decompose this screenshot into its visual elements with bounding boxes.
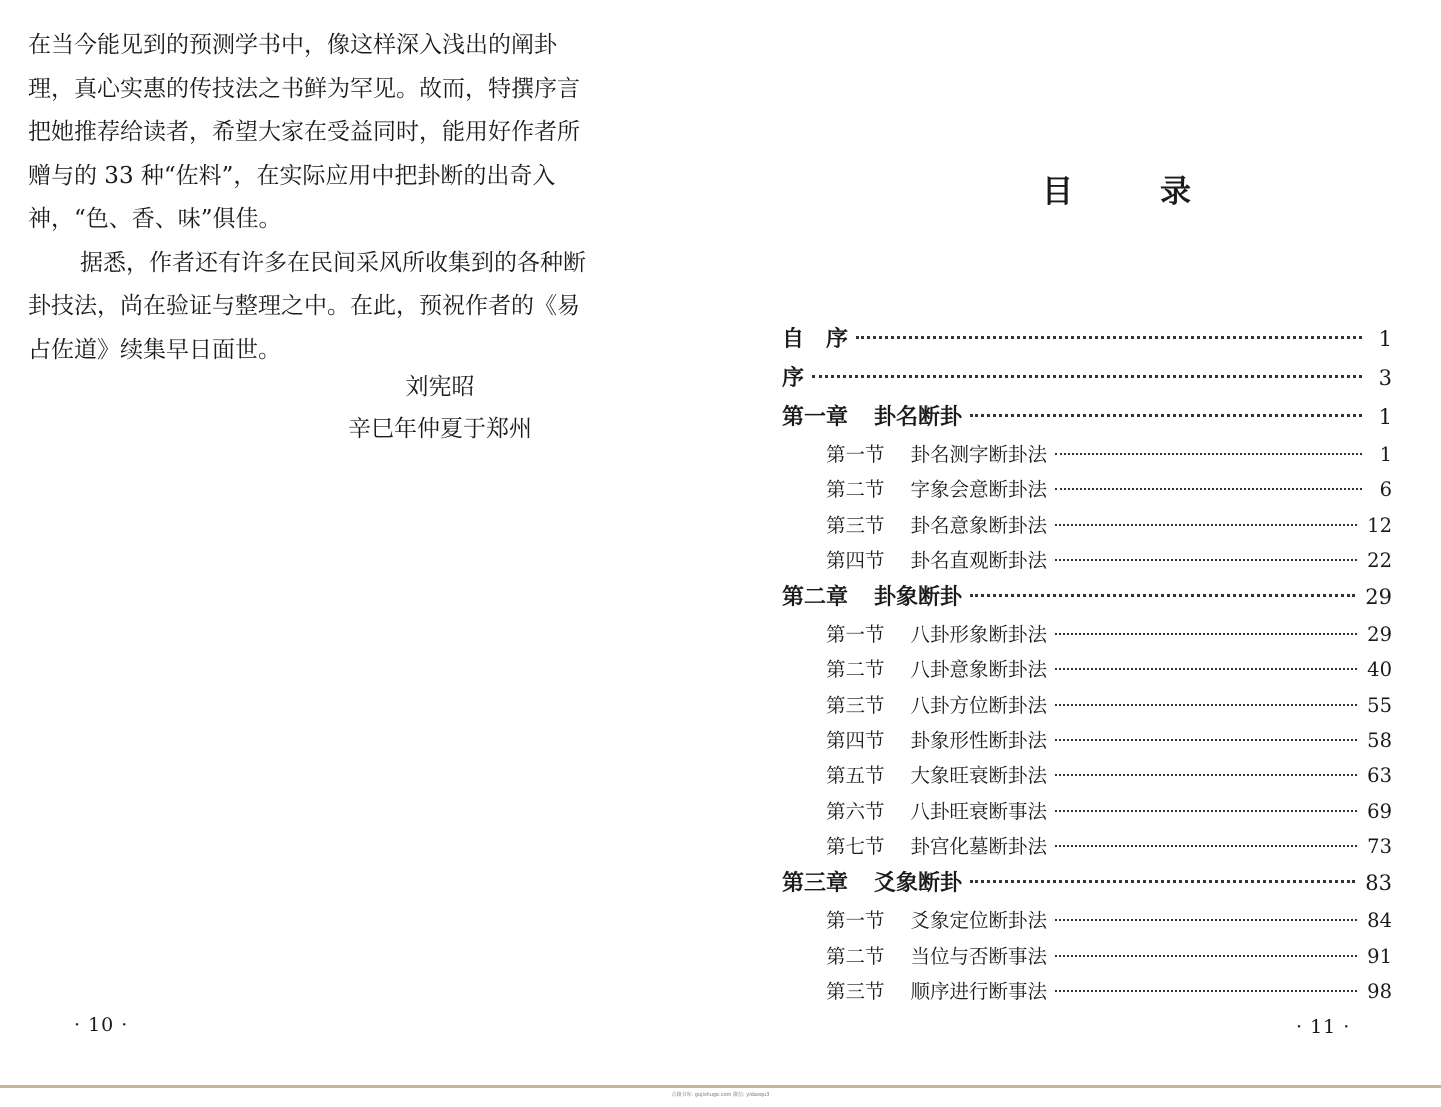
footer-note: 古籍书库: gujishuge.com 微信: yidaoqu3 <box>671 1092 770 1098</box>
toc-chapter-entry <box>782 400 1392 439</box>
preface-text <box>28 24 648 372</box>
toc-entry-title: 八卦方位断卦法 <box>910 693 1048 717</box>
toc-entry-number: 自 序 <box>782 327 849 352</box>
toc-dot-leader <box>970 414 1362 417</box>
toc-entry-label <box>782 361 804 392</box>
toc-section-entry <box>782 690 1392 725</box>
toc-section-entry <box>782 545 1392 580</box>
toc-entry-label <box>782 400 962 431</box>
text-line: 把她推荐给读者，希望大家在受益同时，能用好作者所 <box>28 119 580 145</box>
toc-entry-label <box>826 510 1047 538</box>
toc-entry-number: 第一节 <box>826 623 885 647</box>
toc-section-entry <box>782 760 1392 795</box>
toc-dot-leader <box>1055 668 1357 670</box>
toc-entry-title: 爻象断卦 <box>874 871 963 897</box>
toc-entry-page: 6 <box>1379 478 1392 502</box>
toc-dot-leader <box>970 880 1355 883</box>
toc-dot-leader <box>1055 990 1357 992</box>
signature-author: 刘宪昭 <box>405 374 475 400</box>
toc-entry-number: 第一节 <box>826 909 885 933</box>
toc-section-entry <box>782 654 1392 689</box>
toc-entry-label <box>826 941 1047 969</box>
toc-entry-label <box>826 725 1047 753</box>
paragraph-1 <box>28 24 648 242</box>
toc-entry-number: 第六节 <box>826 799 885 823</box>
toc-entry-number: 第二章 <box>782 585 849 611</box>
toc-entry-page: 12 <box>1367 513 1392 537</box>
toc-entry-number: 第三章 <box>782 871 849 897</box>
toc-section-entry <box>782 976 1392 1011</box>
toc-title: 目 录 <box>1042 174 1219 210</box>
toc-entry-label <box>826 905 1047 933</box>
toc-chapter-entry <box>782 580 1392 619</box>
toc-chapter-entry <box>782 361 1392 400</box>
toc-dot-leader <box>1055 524 1357 526</box>
toc-dot-leader <box>856 336 1362 339</box>
toc-entry-label <box>782 866 962 897</box>
paragraph-2 <box>28 242 648 373</box>
toc-entry-label <box>826 831 1047 859</box>
toc-section-entry <box>782 619 1392 654</box>
toc-entry-page: 69 <box>1367 799 1392 823</box>
toc-entry-page: 63 <box>1367 764 1392 788</box>
text-line: 据悉，作者还有许多在民间采风所收集到的各种断 <box>80 249 586 276</box>
toc-dot-leader <box>1055 810 1357 812</box>
toc-dot-leader <box>1055 704 1357 706</box>
toc-section-entry <box>782 510 1392 545</box>
toc-entry-page: 58 <box>1367 729 1392 753</box>
toc-entry-number: 第四节 <box>826 548 885 572</box>
toc-entry-page: 73 <box>1367 834 1392 858</box>
toc-entry-number: 第二节 <box>826 944 885 968</box>
toc-entry-number: 第一节 <box>826 443 885 466</box>
toc-entry-label <box>826 796 1047 824</box>
toc-entry-title: 八卦旺衰断事法 <box>910 799 1048 823</box>
toc-entry-label <box>826 654 1047 682</box>
toc-entry-number: 第一章 <box>782 405 849 430</box>
text-line: 在当今能见到的预测学书中，像这样深入浅出的阐卦 <box>28 32 557 58</box>
toc-entry-number: 第四节 <box>826 729 885 753</box>
toc-entry-page: 91 <box>1367 944 1392 968</box>
toc-chapter-entry <box>782 322 1392 361</box>
page-number-right: · 11 · <box>1296 1016 1351 1038</box>
toc-entry-label <box>826 545 1047 573</box>
toc-entry-number: 序 <box>782 366 805 391</box>
text-line: 神，“色、香、味”俱佳。 <box>28 206 282 232</box>
toc-entry-page: 22 <box>1367 548 1392 572</box>
toc-entry-title: 顺序进行断事法 <box>910 979 1048 1003</box>
toc-entry-title: 卦名意象断卦法 <box>910 513 1048 537</box>
left-page <box>0 0 700 1085</box>
toc-entry-title: 字象会意断卦法 <box>910 478 1048 502</box>
toc-entry-number: 第五节 <box>826 764 885 788</box>
toc-entry-title: 卦名直观断卦法 <box>910 548 1048 572</box>
toc-section-entry <box>782 941 1392 976</box>
toc-entry-page: 29 <box>1367 623 1392 647</box>
toc-section-entry <box>782 474 1392 509</box>
toc-entry-number: 第七节 <box>826 834 885 858</box>
text-line: 占佐道》续集早日面世。 <box>28 336 281 363</box>
toc-dot-leader <box>1055 559 1357 561</box>
toc-entry-title: 卦名测字断卦法 <box>910 443 1048 466</box>
toc-entry-label <box>826 976 1047 1004</box>
toc-entry-title: 爻象定位断卦法 <box>910 909 1048 933</box>
text-line: 理，真心实惠的传技法之书鲜为罕见。故而，特撰序言 <box>28 75 580 102</box>
toc-entry-title: 当位与否断事法 <box>910 944 1048 968</box>
toc-entry-title: 卦象形性断卦法 <box>910 729 1048 753</box>
toc-chapter-entry <box>782 866 1392 905</box>
toc-entry-page: 98 <box>1367 979 1392 1003</box>
toc-dot-leader <box>1055 633 1357 635</box>
toc-entry-title: 大象旺衰断卦法 <box>910 764 1048 788</box>
toc-dot-leader <box>1055 845 1357 847</box>
toc-entry-title: 卦名断卦 <box>874 405 963 430</box>
toc-entry-label <box>826 619 1047 647</box>
toc-entry-page: 1 <box>1378 327 1392 351</box>
toc-entry-page: 40 <box>1367 658 1392 682</box>
toc-entry-title: 卦宫化墓断卦法 <box>910 834 1048 858</box>
toc-entry-title: 卦象断卦 <box>874 585 963 611</box>
right-page <box>700 0 1441 1085</box>
text-line: 卦技法，尚在验证与整理之中。在此，预祝作者的《易 <box>28 293 580 319</box>
toc-section-entry <box>782 796 1392 831</box>
toc-entry-page: 83 <box>1365 871 1392 896</box>
toc-entry-page: 1 <box>1378 405 1392 429</box>
toc-entry-number: 第二节 <box>826 478 885 502</box>
toc-entry-page: 1 <box>1379 443 1392 466</box>
toc-entry-number: 第三节 <box>826 693 885 717</box>
toc-entry-title: 八卦形象断卦法 <box>910 623 1048 647</box>
toc-section-entry <box>782 831 1392 866</box>
toc-entry-label <box>782 580 962 611</box>
toc-entry-label <box>782 322 848 353</box>
toc-section-entry <box>782 439 1392 474</box>
text-line: 赠与的 33 种“佐料”，在实际应用中把卦断的出奇入 <box>28 162 556 189</box>
toc-dot-leader <box>970 594 1355 597</box>
toc-entry-label <box>826 690 1047 718</box>
toc-entry-label <box>826 760 1047 788</box>
toc-dot-leader <box>1055 919 1357 921</box>
toc-entry-number: 第三节 <box>826 979 885 1003</box>
toc-entry-label <box>826 474 1047 502</box>
toc-dot-leader <box>1055 774 1357 776</box>
toc-entry-page: 29 <box>1365 585 1392 610</box>
toc-entry-page: 55 <box>1367 693 1392 717</box>
toc-entry-page: 3 <box>1378 366 1392 390</box>
table-of-contents <box>782 322 1392 1011</box>
signature-date: 辛巳年仲夏于郑州 <box>348 416 532 442</box>
toc-entry-number: 第二节 <box>826 658 885 682</box>
toc-dot-leader <box>1055 488 1362 490</box>
toc-dot-leader <box>812 375 1362 378</box>
toc-entry-page: 84 <box>1367 909 1392 933</box>
toc-entry-number: 第三节 <box>826 513 885 537</box>
toc-dot-leader <box>1055 955 1357 957</box>
toc-section-entry <box>782 905 1392 940</box>
toc-dot-leader <box>1055 453 1362 455</box>
toc-entry-label <box>826 439 1047 467</box>
toc-entry-title: 八卦意象断卦法 <box>910 658 1048 682</box>
toc-dot-leader <box>1055 739 1357 741</box>
page-number-left: · 10 · <box>74 1014 129 1036</box>
footer-band <box>0 1085 1441 1088</box>
toc-section-entry <box>782 725 1392 760</box>
